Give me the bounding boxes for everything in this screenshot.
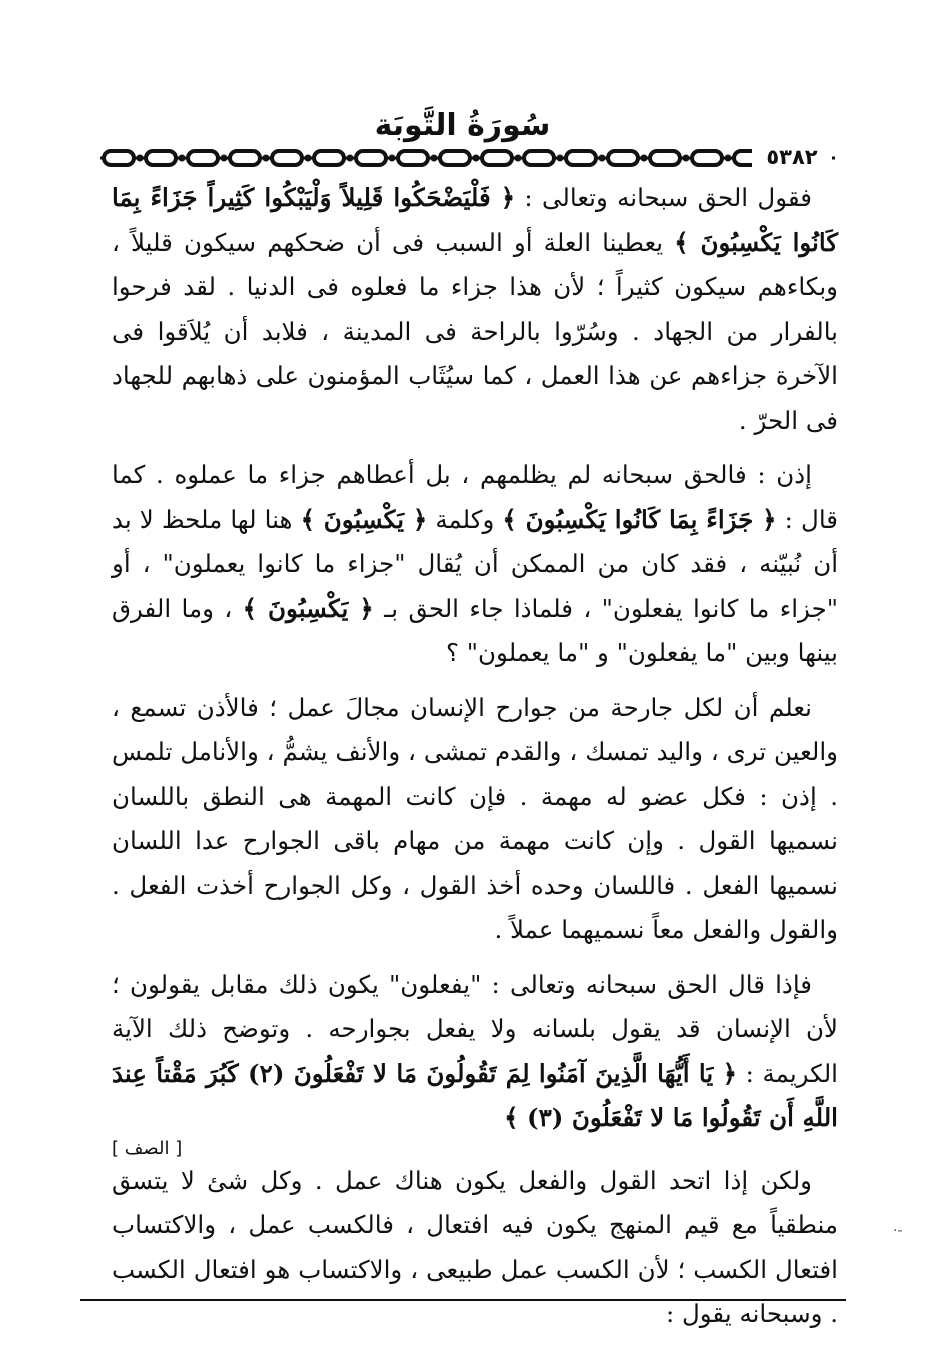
scan-mark: ·- <box>893 1223 903 1239</box>
text-run: ، وما الفرق بينها وبين "ما يفعلون" و "ما يعملون" ؟ <box>112 593 838 667</box>
chain-link <box>272 151 302 165</box>
chain-dot <box>515 155 522 162</box>
chain-dot <box>683 155 690 162</box>
chain-link <box>104 151 134 165</box>
chain-dot <box>641 155 648 162</box>
chain-link <box>356 151 386 165</box>
paragraph-5 <box>112 1159 838 1337</box>
paragraph-2 <box>112 453 838 676</box>
chain-link <box>608 151 638 165</box>
chain-dot <box>137 155 144 162</box>
chain-dot <box>347 155 354 162</box>
quran-verse: ﴿ يَا أَيُّهَا الَّذِينَ آمَنُوا لِمَ تَقُولُونَ مَا لا تَفْعَلُونَ (٢) كَبُرَ مَقْتاً عِندَ اللَّهِ أَن تَقُولُوا مَا لا تَفْعَلُونَ (٣) ﴾ <box>112 1058 838 1132</box>
chain-dot <box>599 155 606 162</box>
page-number: ٥٣٨٢ <box>752 144 832 170</box>
chain-link <box>650 151 680 165</box>
chain-dot <box>473 155 480 162</box>
text-run: فإذا قال الحق سبحانه وتعالى : "يفعلون" يكون ذلك مقابل يقولون ؛ لأن الإنسان قد يقول بلسانه ولا يفعل بجوارحه . وتوضح ذلك الآية الكريمة : <box>112 969 838 1088</box>
chain-dot <box>389 155 396 162</box>
chain-link <box>482 151 512 165</box>
chain-link <box>314 151 344 165</box>
chain-link <box>188 151 218 165</box>
chain-link <box>524 151 554 165</box>
quran-verse: ﴿ جَزَاءً بِمَا كَانُوا يَكْسِبُونَ ﴾ <box>502 504 777 534</box>
chain-dot <box>221 155 228 162</box>
text-run: وكلمة <box>427 504 503 534</box>
paragraph-1 <box>112 176 838 443</box>
quran-verse: ﴿ فَلْيَضْحَكُوا قَلِيلاً وَلْيَبْكُوا كَثِيراً جَزَاءً بِمَا كَانُوا يَكْسِبُونَ ﴾ <box>112 183 838 257</box>
chain-dot <box>305 155 312 162</box>
chain-dot <box>179 155 186 162</box>
chain-link <box>146 151 176 165</box>
quran-word: ﴿ يَكْسِبُونَ ﴾ <box>300 504 428 534</box>
quran-word: ﴿ يَكْسِبُونَ ﴾ <box>242 593 374 623</box>
text-run: يعطينا العلة أو السبب فى أن ضحكهم سيكون قليلاً ، وبكاءهم سيكون كثيراً ؛ لأن هذا جزاء ما فعلوه فى الدنيا . لقد فرحوا بالفرار من الجهاد . وسُرّوا بالراحة فى المدينة ، فلابد أن يُلاَقوا فى الآخرة جزاءهم عن هذا العمل ، كما سيُثَاب المؤمنون على ذهابهم للجهاد فى الحرّ . <box>112 227 838 435</box>
text-run: فقول الحق سبحانه وتعالى : <box>515 183 812 212</box>
decorative-chain-border <box>100 146 835 170</box>
chain-dot <box>263 155 270 162</box>
surah-title: سُورَةُ التَّوبَة <box>374 108 551 143</box>
paragraph-4 <box>112 963 838 1141</box>
chain-link <box>398 151 428 165</box>
chain-dot <box>431 155 438 162</box>
text-run: ولكن إذا اتحد القول والفعل يكون هناك عمل . وكل شئ لا يتسق منطقياً مع قيم المنهج يكون فيه افتعال ، فالكسب عمل ، والاكتساب افتعال الكسب ؛ لأن الكسب عمل طبيعى ، والاكتساب هو افتعال الكسب . وسبحانه يقول : <box>112 1165 838 1328</box>
verse-reference: [ الصف ] <box>112 1137 183 1159</box>
chain-link <box>440 151 470 165</box>
chain-link <box>566 151 596 165</box>
chain-dot <box>725 155 732 162</box>
text-run: إذن : فالحق سبحانه لم يظلمهم ، بل أعطاهم جزاء ما عملوه . كما قال : <box>112 460 839 534</box>
main-text <box>112 176 838 1337</box>
chain-link <box>692 151 722 165</box>
chain-dot <box>557 155 564 162</box>
paragraph-3 <box>112 686 838 953</box>
footer-rule <box>80 1299 846 1301</box>
text-run: نعلم أن لكل جارحة من جوارح الإنسان مجالَ عمل ؛ فالأذن تسمع ، والعين ترى ، واليد تمسك ، والقدم تمشى ، والأنف يشمُّ ، والأنامل تلمس . إذن : فكل عضو له مهمة . فإن كانت المهمة هى النطق باللسان نسميها القول . وإن كانت مهمة من مهام باقى الجوارح عدا اللسان نسميها الفعل . فاللسان وحده أخذ القول ، وكل الجوارح أخذت الفعل . والقول والفعل معاً نسميهما عملاً . <box>112 692 838 944</box>
text-run: هنا لها ملحظ لا بد أن نُبيّنه ، فقد كان من الممكن أن يُقال "جزاء ما كانوا يعملون" ، أو "جزاء ما كانوا يفعلون" ، فلماذا جاء الحق بـ <box>112 504 838 623</box>
chain-link <box>230 151 260 165</box>
